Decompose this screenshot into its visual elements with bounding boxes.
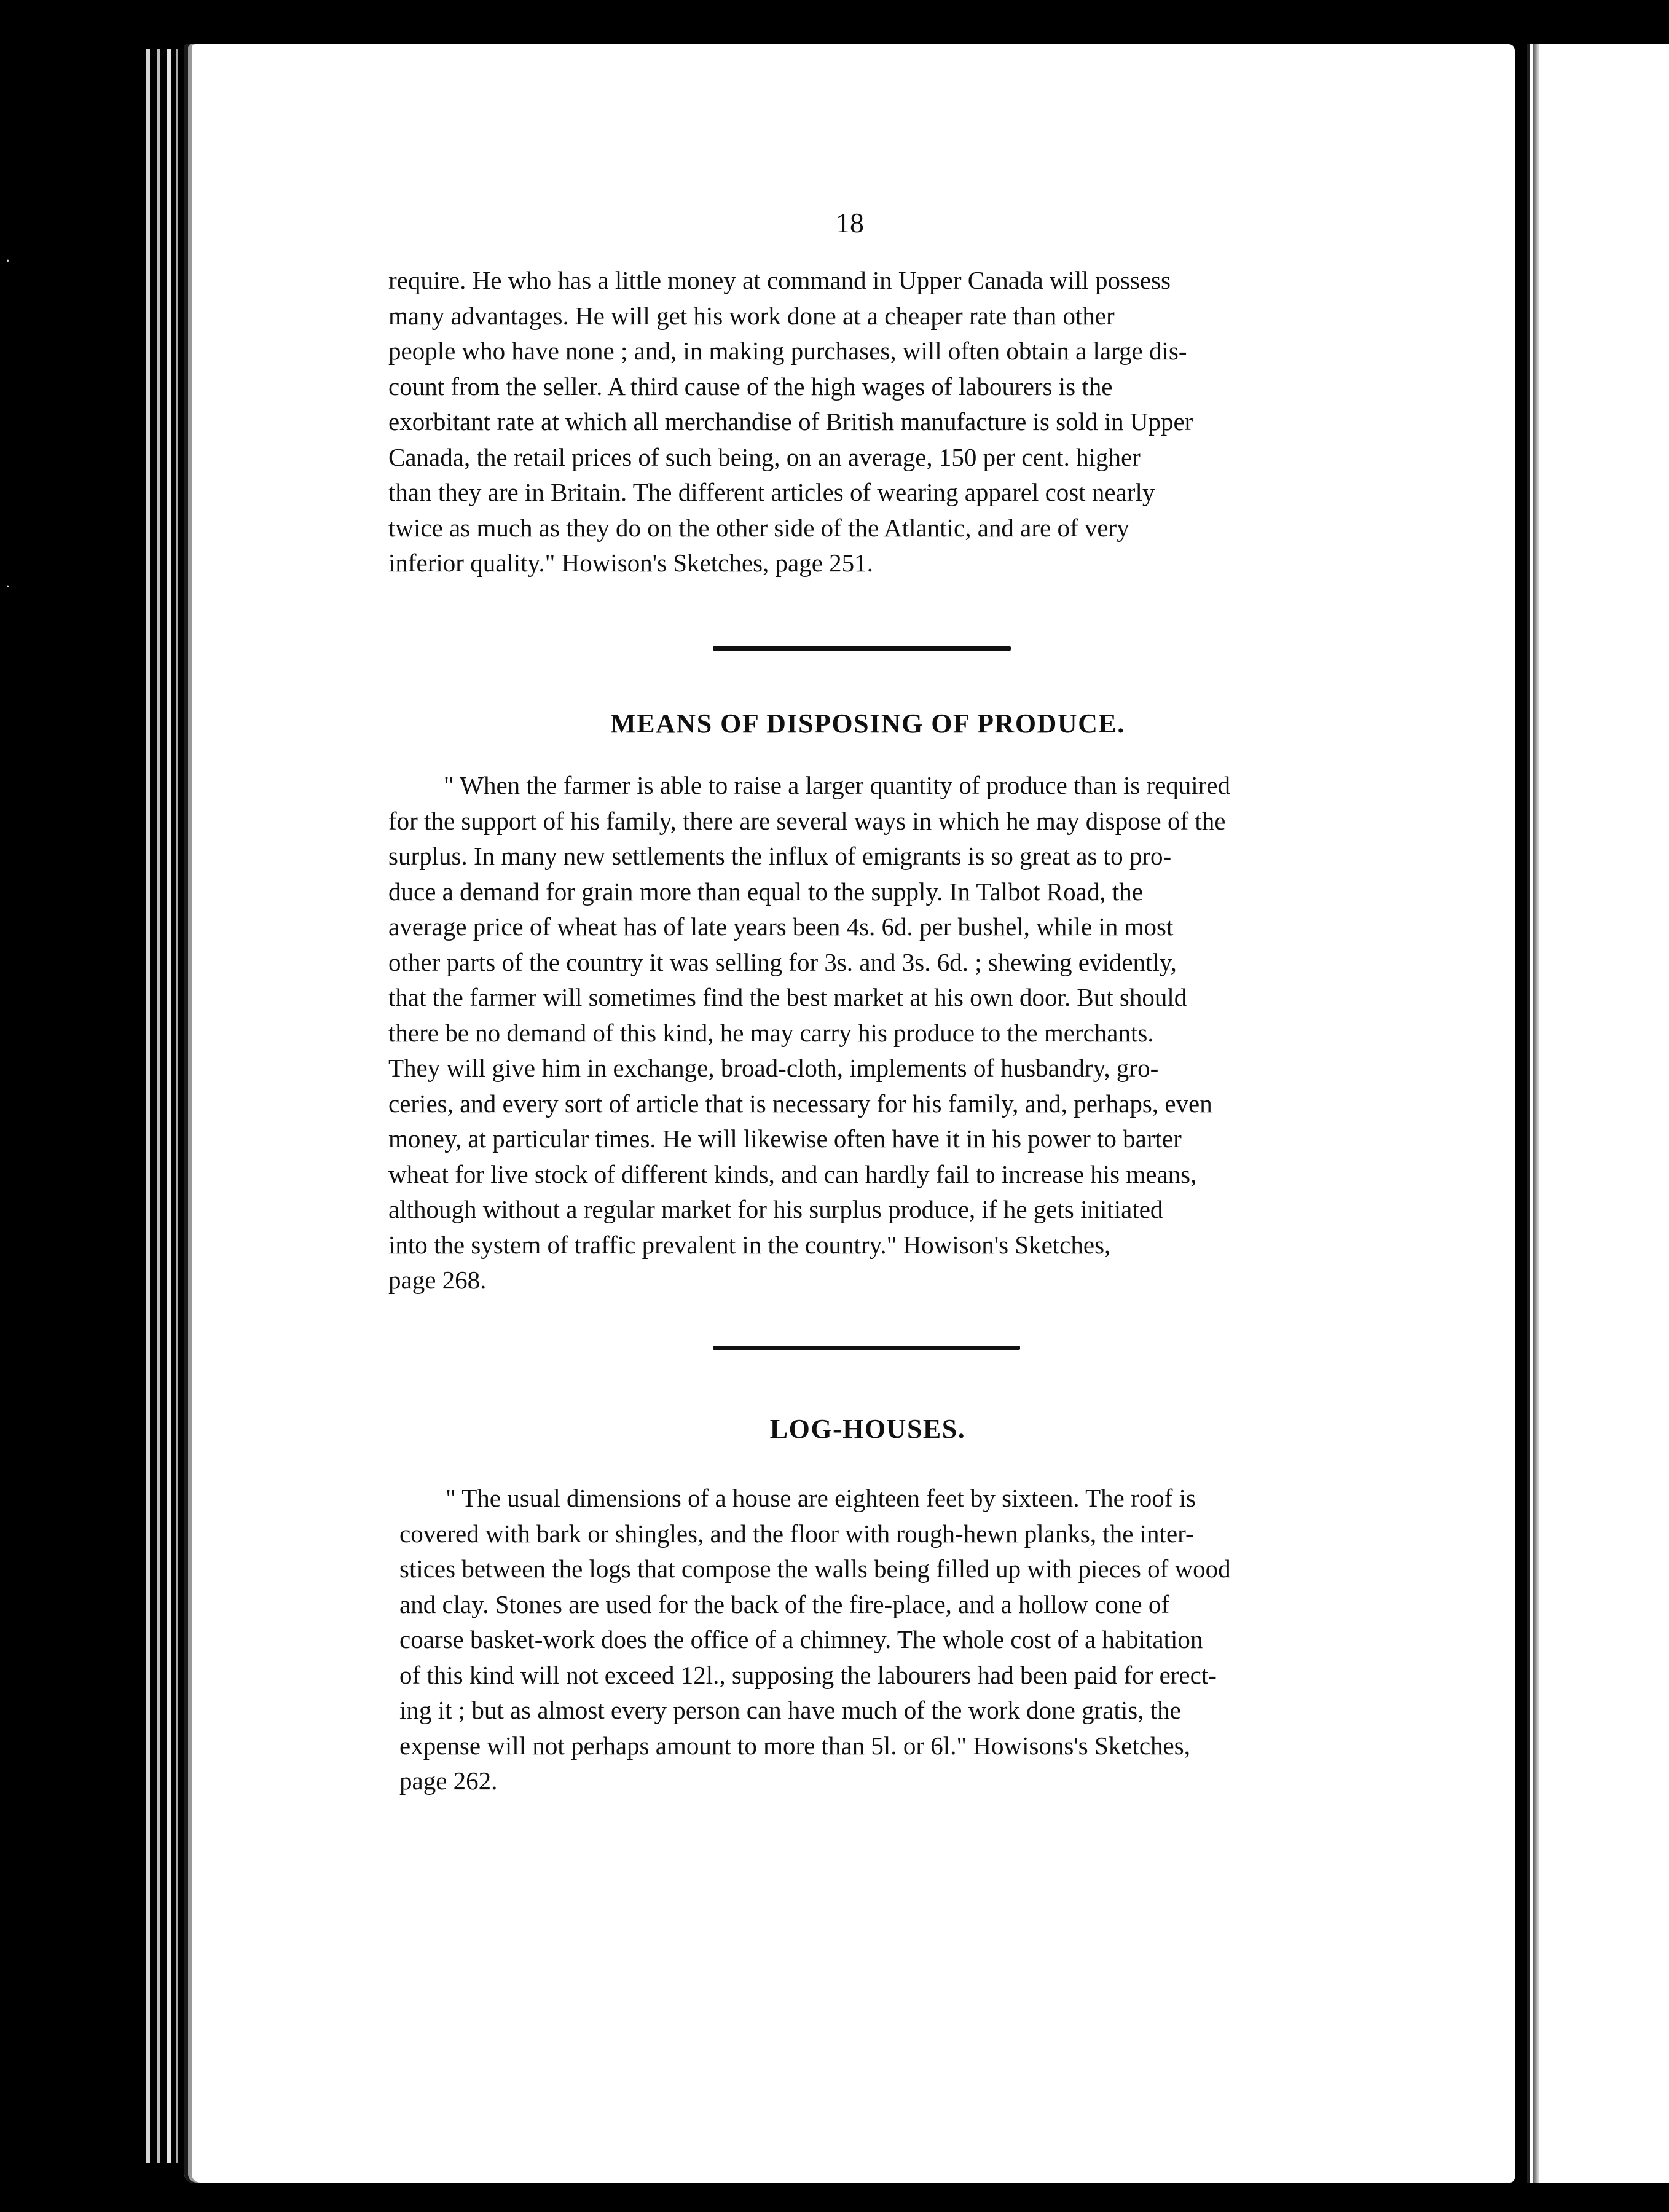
text-line: for the support of his family, there are several ways in which he may dispose of the	[388, 806, 1226, 835]
text-line: surplus. In many new settlements the influx of emigrants is so great as to pro-	[388, 842, 1172, 870]
page-fold-shadow	[1533, 44, 1539, 2183]
section-heading-log-houses: LOG-HOUSES.	[769, 1414, 966, 1444]
text-line: duce a demand for grain more than equal to the supply. In Talbot Road, the	[388, 877, 1143, 906]
text-line: average price of wheat has of late years been 4s. 6d. per bushel, while in most	[388, 912, 1174, 941]
intro-paragraph	[388, 263, 1347, 581]
text-line: expense will not perhaps amount to more than 5l. or 6l." Howisons's Sketches,	[399, 1731, 1190, 1760]
text-line: money, at particular times. He will likewise often have it in his power to barter	[388, 1124, 1182, 1153]
text-line: into the system of traffic prevalent in the country." Howison's Sketches,	[388, 1230, 1111, 1259]
text-line: Canada, the retail prices of such being, on an average, 150 per cent. higher	[388, 442, 1141, 471]
text-line: inferior quality." Howison's Sketches, page 251.	[388, 549, 873, 577]
produce-paragraph	[388, 768, 1347, 1298]
text-line: " The usual dimensions of a house are eighteen feet by sixteen. The roof is	[446, 1484, 1196, 1512]
section-divider	[713, 646, 1011, 651]
text-line: there be no demand of this kind, he may carry his produce to the merchants.	[388, 1018, 1154, 1047]
text-line: covered with bark or shingles, and the floor with rough-hewn planks, the inter-	[399, 1519, 1194, 1548]
scan-speck: ·	[5, 578, 11, 597]
page-edge	[176, 49, 178, 2163]
page-edge	[157, 49, 160, 2163]
text-line: twice as much as they do on the other side of the Atlantic, and are of very	[388, 513, 1129, 542]
text-line: many advantages. He will get his work done at a cheaper rate than other	[388, 301, 1115, 330]
text-line: ing it ; but as almost every person can have much of the work done gratis, the	[399, 1696, 1181, 1724]
text-line: of this kind will not exceed 12l., supposing the labourers had been paid for erect-	[399, 1660, 1217, 1689]
page-number: 18	[836, 207, 864, 238]
text-line: " When the farmer is able to raise a larger quantity of produce than is required	[444, 771, 1231, 799]
text-line: than they are in Britain. The different articles of wearing apparel cost nearly	[388, 478, 1155, 506]
section-heading-produce: MEANS OF DISPOSING OF PRODUCE.	[610, 708, 1125, 739]
text-line: coarse basket-work does the office of a chimney. The whole cost of a habitation	[399, 1625, 1203, 1653]
text-line: They will give him in exchange, broad-cloth, implements of husbandry, gro-	[388, 1054, 1159, 1082]
text-line: page 262.	[399, 1767, 498, 1795]
text-line: count from the seller. A third cause of the high wages of labourers is the	[388, 372, 1113, 401]
page-edge	[167, 49, 171, 2163]
page-edge	[146, 49, 150, 2163]
scan-speck: ·	[5, 252, 11, 271]
facing-page-strip	[1527, 44, 1669, 2183]
text-line: require. He who has a little money at command in Upper Canada will possess	[388, 266, 1171, 294]
text-line: exorbitant rate at which all merchandise of British manufacture is sold in Upper	[388, 407, 1193, 436]
text-line: other parts of the country it was selling for 3s. and 3s. 6d. ; shewing evidently,	[388, 947, 1177, 976]
text-line: that the farmer will sometimes find the best market at his own door. But should	[388, 983, 1187, 1011]
text-line: people who have none ; and, in making purchases, will often obtain a large dis-	[388, 337, 1187, 365]
text-line: page 268.	[388, 1266, 487, 1294]
text-line: stices between the logs that compose the walls being filled up with pieces of wood	[399, 1555, 1231, 1583]
section-divider	[713, 1346, 1020, 1350]
log-houses-paragraph	[399, 1481, 1358, 1799]
text-line: and clay. Stones are used for the back of the fire-place, and a hollow cone of	[399, 1590, 1170, 1618]
text-line: ceries, and every sort of article that is necessary for his family, and, perhaps, even	[388, 1089, 1212, 1118]
text-line: although without a regular market for his surplus produce, if he gets initiated	[388, 1195, 1163, 1223]
text-line: wheat for live stock of different kinds, and can hardly fail to increase his means,	[388, 1159, 1197, 1188]
